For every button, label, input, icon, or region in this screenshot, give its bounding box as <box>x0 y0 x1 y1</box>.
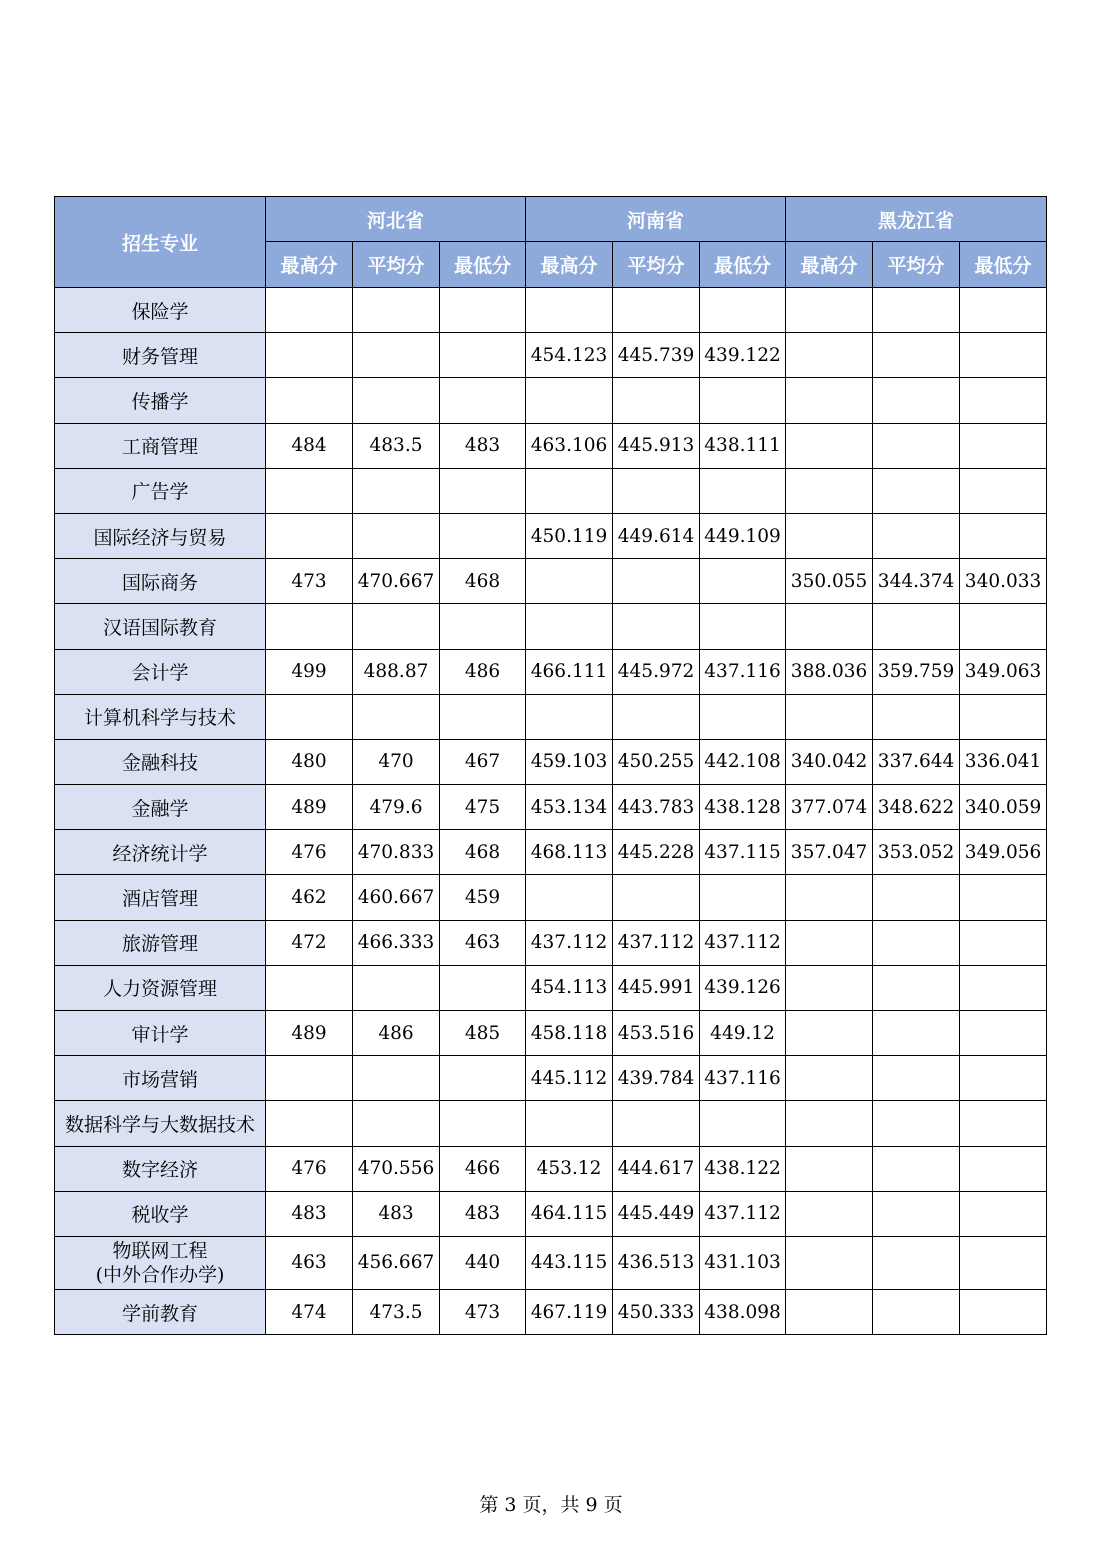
heilongjiang-avg-cell <box>873 1101 960 1146</box>
heilongjiang-min-cell <box>960 1146 1047 1191</box>
subheader-avg: 平均分 <box>353 242 440 288</box>
henan-min-cell <box>700 288 786 333</box>
heilongjiang-avg-cell <box>873 1289 960 1334</box>
hebei-max-cell <box>266 1101 353 1146</box>
table-row <box>55 513 1047 558</box>
heilongjiang-avg-cell: 353.052 <box>873 830 960 875</box>
hebei-avg-cell: 460.667 <box>353 875 440 920</box>
heilongjiang-avg-cell <box>873 1146 960 1191</box>
hebei-avg-cell: 483 <box>353 1191 440 1236</box>
hebei-max-cell: 499 <box>266 649 353 694</box>
henan-min-cell <box>700 875 786 920</box>
heilongjiang-min-cell: 340.059 <box>960 785 1047 830</box>
table-body <box>55 288 1047 1335</box>
subheader-avg: 平均分 <box>873 242 960 288</box>
hebei-avg-cell: 479.6 <box>353 785 440 830</box>
henan-max-cell <box>526 468 613 513</box>
henan-max-cell: 450.119 <box>526 513 613 558</box>
henan-min-cell: 438.122 <box>700 1146 786 1191</box>
hebei-avg-cell: 483.5 <box>353 423 440 468</box>
table-row <box>55 468 1047 513</box>
heilongjiang-max-cell <box>786 468 873 513</box>
hebei-max-cell: 476 <box>266 1146 353 1191</box>
heilongjiang-avg-cell <box>873 875 960 920</box>
table-row <box>55 378 1047 423</box>
hebei-avg-cell: 470.833 <box>353 830 440 875</box>
major-name: 会计学 <box>131 662 189 685</box>
heilongjiang-min-cell <box>960 1191 1047 1236</box>
hebei-min-cell: 440 <box>440 1236 526 1289</box>
major-name: 工商管理 <box>121 436 198 459</box>
major-cell <box>55 423 266 468</box>
henan-avg-cell <box>613 378 700 423</box>
hebei-max-cell <box>266 1056 353 1101</box>
henan-max-cell: 453.134 <box>526 785 613 830</box>
heilongjiang-avg-cell <box>873 333 960 378</box>
heilongjiang-min-cell <box>960 920 1047 965</box>
henan-avg-cell: 436.513 <box>613 1236 700 1289</box>
hebei-avg-cell <box>353 604 440 649</box>
hebei-min-cell <box>440 1056 526 1101</box>
heilongjiang-avg-cell <box>873 513 960 558</box>
table-row <box>55 830 1047 875</box>
henan-min-cell: 437.116 <box>700 1056 786 1101</box>
hebei-min-cell: 485 <box>440 1011 526 1056</box>
table-row <box>55 288 1047 333</box>
major-cell <box>55 830 266 875</box>
hebei-min-cell: 475 <box>440 785 526 830</box>
heilongjiang-max-cell <box>786 965 873 1010</box>
table-row <box>55 1236 1047 1289</box>
hebei-min-cell <box>440 604 526 649</box>
major-name: 酒店管理 <box>121 888 198 911</box>
hebei-max-cell: 473 <box>266 559 353 604</box>
hebei-max-cell <box>266 965 353 1010</box>
major-name: 计算机科学与技术 <box>83 707 236 730</box>
henan-avg-cell <box>613 694 700 739</box>
province-header-hebei: 河北省 <box>266 197 526 242</box>
henan-avg-cell: 450.333 <box>613 1289 700 1334</box>
heilongjiang-max-cell: 357.047 <box>786 830 873 875</box>
hebei-avg-cell: 470.667 <box>353 559 440 604</box>
table-row <box>55 785 1047 830</box>
major-name: 市场营销 <box>121 1068 198 1091</box>
province-header-henan: 河南省 <box>526 197 786 242</box>
major-cell <box>55 920 266 965</box>
heilongjiang-max-cell <box>786 1011 873 1056</box>
hebei-min-cell <box>440 965 526 1010</box>
henan-max-cell <box>526 288 613 333</box>
hebei-min-cell: 467 <box>440 739 526 784</box>
henan-max-cell: 467.119 <box>526 1289 613 1334</box>
hebei-avg-cell: 470 <box>353 739 440 784</box>
hebei-avg-cell: 488.87 <box>353 649 440 694</box>
henan-max-cell: 443.115 <box>526 1236 613 1289</box>
henan-avg-cell <box>613 559 700 604</box>
subheader-avg: 平均分 <box>613 242 700 288</box>
henan-avg-cell: 445.449 <box>613 1191 700 1236</box>
hebei-max-cell: 463 <box>266 1236 353 1289</box>
score-table <box>54 196 1047 1335</box>
henan-max-cell: 466.111 <box>526 649 613 694</box>
henan-max-cell <box>526 604 613 649</box>
major-cell <box>55 1056 266 1101</box>
major-name: 人力资源管理 <box>102 978 217 1001</box>
subheader-min: 最低分 <box>700 242 786 288</box>
hebei-min-cell: 463 <box>440 920 526 965</box>
hebei-min-cell <box>440 288 526 333</box>
heilongjiang-min-cell <box>960 875 1047 920</box>
heilongjiang-avg-cell <box>873 423 960 468</box>
major-cell <box>55 785 266 830</box>
table-row <box>55 1101 1047 1146</box>
major-cell <box>55 649 266 694</box>
major-cell <box>55 333 266 378</box>
major-cell <box>55 288 266 333</box>
major-cell <box>55 1011 266 1056</box>
hebei-max-cell <box>266 288 353 333</box>
hebei-max-cell: 462 <box>266 875 353 920</box>
hebei-min-cell: 473 <box>440 1289 526 1334</box>
hebei-avg-cell <box>353 468 440 513</box>
heilongjiang-avg-cell: 359.759 <box>873 649 960 694</box>
henan-max-cell <box>526 875 613 920</box>
hebei-max-cell: 480 <box>266 739 353 784</box>
hebei-min-cell <box>440 694 526 739</box>
hebei-max-cell <box>266 604 353 649</box>
henan-min-cell: 439.126 <box>700 965 786 1010</box>
table-row <box>55 559 1047 604</box>
table-row <box>55 1191 1047 1236</box>
heilongjiang-min-cell <box>960 468 1047 513</box>
subheader-max: 最高分 <box>266 242 353 288</box>
henan-avg-cell <box>613 604 700 649</box>
table-row <box>55 1011 1047 1056</box>
table-row <box>55 739 1047 784</box>
henan-min-cell: 437.115 <box>700 830 786 875</box>
heilongjiang-min-cell <box>960 1011 1047 1056</box>
heilongjiang-avg-cell: 337.644 <box>873 739 960 784</box>
henan-avg-cell: 449.614 <box>613 513 700 558</box>
heilongjiang-avg-cell <box>873 288 960 333</box>
hebei-min-cell: 466 <box>440 1146 526 1191</box>
major-cell <box>55 739 266 784</box>
henan-avg-cell: 453.516 <box>613 1011 700 1056</box>
subheader-min: 最低分 <box>440 242 526 288</box>
major-header: 招生专业 <box>55 197 266 288</box>
hebei-avg-cell <box>353 288 440 333</box>
henan-avg-cell: 445.739 <box>613 333 700 378</box>
henan-max-cell: 453.12 <box>526 1146 613 1191</box>
heilongjiang-max-cell: 350.055 <box>786 559 873 604</box>
hebei-avg-cell <box>353 333 440 378</box>
table-row <box>55 1146 1047 1191</box>
henan-avg-cell: 450.255 <box>613 739 700 784</box>
table-row <box>55 333 1047 378</box>
heilongjiang-max-cell <box>786 423 873 468</box>
henan-max-cell: 458.118 <box>526 1011 613 1056</box>
major-name: 学前教育 <box>121 1302 198 1325</box>
henan-min-cell: 438.111 <box>700 423 786 468</box>
henan-min-cell <box>700 559 786 604</box>
table-row <box>55 604 1047 649</box>
hebei-min-cell: 459 <box>440 875 526 920</box>
major-name: 国际经济与贸易 <box>93 526 227 549</box>
henan-avg-cell: 445.228 <box>613 830 700 875</box>
major-name: 汉语国际教育 <box>102 616 217 639</box>
henan-min-cell: 442.108 <box>700 739 786 784</box>
henan-max-cell <box>526 694 613 739</box>
page-number: 第 3 页，共 9 页 <box>479 1494 623 1516</box>
heilongjiang-avg-cell: 344.374 <box>873 559 960 604</box>
hebei-avg-cell <box>353 378 440 423</box>
hebei-max-cell: 489 <box>266 1011 353 1056</box>
hebei-max-cell: 476 <box>266 830 353 875</box>
henan-max-cell <box>526 559 613 604</box>
heilongjiang-avg-cell <box>873 1056 960 1101</box>
henan-avg-cell: 445.972 <box>613 649 700 694</box>
major-cell <box>55 965 266 1010</box>
heilongjiang-max-cell <box>786 875 873 920</box>
heilongjiang-max-cell <box>786 1289 873 1334</box>
major-cell <box>55 468 266 513</box>
hebei-max-cell: 484 <box>266 423 353 468</box>
table-row <box>55 1289 1047 1334</box>
heilongjiang-min-cell <box>960 333 1047 378</box>
heilongjiang-min-cell <box>960 378 1047 423</box>
henan-min-cell: 437.116 <box>700 649 786 694</box>
hebei-min-cell: 468 <box>440 830 526 875</box>
heilongjiang-min-cell: 349.056 <box>960 830 1047 875</box>
henan-min-cell <box>700 694 786 739</box>
table-row <box>55 965 1047 1010</box>
hebei-min-cell <box>440 378 526 423</box>
hebei-max-cell: 474 <box>266 1289 353 1334</box>
hebei-min-cell: 486 <box>440 649 526 694</box>
hebei-avg-cell <box>353 694 440 739</box>
heilongjiang-max-cell <box>786 1191 873 1236</box>
heilongjiang-max-cell: 388.036 <box>786 649 873 694</box>
heilongjiang-max-cell <box>786 333 873 378</box>
heilongjiang-avg-cell <box>873 1011 960 1056</box>
henan-min-cell: 438.128 <box>700 785 786 830</box>
major-name: 经济统计学 <box>112 842 208 865</box>
major-note: (中外合作办学) <box>95 1263 225 1286</box>
hebei-min-cell: 483 <box>440 1191 526 1236</box>
heilongjiang-max-cell <box>786 1056 873 1101</box>
major-cell <box>55 378 266 423</box>
henan-max-cell: 468.113 <box>526 830 613 875</box>
major-cell <box>55 1191 266 1236</box>
heilongjiang-min-cell <box>960 513 1047 558</box>
heilongjiang-max-cell: 340.042 <box>786 739 873 784</box>
henan-min-cell: 437.112 <box>700 1191 786 1236</box>
major-name: 保险学 <box>131 300 189 323</box>
henan-avg-cell <box>613 1101 700 1146</box>
major-name: 金融科技 <box>121 752 198 775</box>
heilongjiang-min-cell <box>960 694 1047 739</box>
heilongjiang-min-cell <box>960 1101 1047 1146</box>
heilongjiang-avg-cell <box>873 604 960 649</box>
henan-min-cell: 438.098 <box>700 1289 786 1334</box>
table-row <box>55 694 1047 739</box>
hebei-min-cell <box>440 513 526 558</box>
hebei-max-cell <box>266 378 353 423</box>
table-row <box>55 1056 1047 1101</box>
subheader-max: 最高分 <box>786 242 873 288</box>
henan-min-cell <box>700 1101 786 1146</box>
hebei-avg-cell: 473.5 <box>353 1289 440 1334</box>
henan-min-cell <box>700 378 786 423</box>
henan-min-cell: 439.122 <box>700 333 786 378</box>
heilongjiang-max-cell <box>786 604 873 649</box>
heilongjiang-min-cell: 336.041 <box>960 739 1047 784</box>
heilongjiang-min-cell <box>960 604 1047 649</box>
major-name: 物联网工程 <box>112 1239 208 1262</box>
major-name: 旅游管理 <box>121 933 198 956</box>
table-row <box>55 875 1047 920</box>
hebei-max-cell: 489 <box>266 785 353 830</box>
major-cell <box>55 1146 266 1191</box>
henan-max-cell: 437.112 <box>526 920 613 965</box>
hebei-max-cell <box>266 468 353 513</box>
heilongjiang-min-cell <box>960 423 1047 468</box>
heilongjiang-avg-cell <box>873 965 960 1010</box>
heilongjiang-min-cell <box>960 965 1047 1010</box>
henan-max-cell: 454.123 <box>526 333 613 378</box>
subheader-max: 最高分 <box>526 242 613 288</box>
henan-avg-cell: 439.784 <box>613 1056 700 1101</box>
major-cell <box>55 875 266 920</box>
hebei-min-cell <box>440 468 526 513</box>
henan-avg-cell: 445.913 <box>613 423 700 468</box>
major-name: 数据科学与大数据技术 <box>64 1113 255 1136</box>
henan-max-cell: 454.113 <box>526 965 613 1010</box>
henan-avg-cell: 437.112 <box>613 920 700 965</box>
heilongjiang-max-cell <box>786 513 873 558</box>
henan-avg-cell <box>613 468 700 513</box>
henan-min-cell: 437.112 <box>700 920 786 965</box>
heilongjiang-avg-cell <box>873 468 960 513</box>
heilongjiang-max-cell <box>786 1146 873 1191</box>
major-cell <box>55 559 266 604</box>
henan-max-cell <box>526 378 613 423</box>
major-cell <box>55 1236 266 1289</box>
heilongjiang-max-cell: 377.074 <box>786 785 873 830</box>
subheader-min: 最低分 <box>960 242 1047 288</box>
hebei-min-cell: 483 <box>440 423 526 468</box>
table-header <box>55 197 1047 288</box>
heilongjiang-avg-cell <box>873 1191 960 1236</box>
hebei-avg-cell: 466.333 <box>353 920 440 965</box>
heilongjiang-max-cell <box>786 288 873 333</box>
henan-max-cell: 464.115 <box>526 1191 613 1236</box>
henan-max-cell <box>526 1101 613 1146</box>
major-name: 传播学 <box>131 390 189 413</box>
henan-avg-cell: 443.783 <box>613 785 700 830</box>
major-name: 国际商务 <box>121 571 198 594</box>
major-name: 数字经济 <box>121 1159 198 1182</box>
heilongjiang-avg-cell <box>873 378 960 423</box>
hebei-avg-cell <box>353 1101 440 1146</box>
hebei-max-cell: 472 <box>266 920 353 965</box>
heilongjiang-min-cell: 349.063 <box>960 649 1047 694</box>
henan-min-cell: 431.103 <box>700 1236 786 1289</box>
henan-min-cell: 449.109 <box>700 513 786 558</box>
heilongjiang-avg-cell <box>873 694 960 739</box>
hebei-max-cell <box>266 333 353 378</box>
henan-avg-cell <box>613 288 700 333</box>
major-name: 审计学 <box>131 1023 189 1046</box>
heilongjiang-max-cell <box>786 694 873 739</box>
hebei-avg-cell <box>353 1056 440 1101</box>
major-cell <box>55 604 266 649</box>
heilongjiang-min-cell <box>960 1056 1047 1101</box>
table-row <box>55 649 1047 694</box>
major-name: 财务管理 <box>121 345 198 368</box>
heilongjiang-avg-cell: 348.622 <box>873 785 960 830</box>
table-row <box>55 920 1047 965</box>
henan-avg-cell: 445.991 <box>613 965 700 1010</box>
hebei-max-cell <box>266 513 353 558</box>
henan-avg-cell <box>613 875 700 920</box>
henan-max-cell: 459.103 <box>526 739 613 784</box>
henan-max-cell: 463.106 <box>526 423 613 468</box>
major-cell <box>55 1101 266 1146</box>
heilongjiang-max-cell <box>786 378 873 423</box>
major-name: 广告学 <box>131 481 189 504</box>
heilongjiang-min-cell <box>960 1236 1047 1289</box>
hebei-max-cell <box>266 694 353 739</box>
major-cell <box>55 1289 266 1334</box>
hebei-avg-cell: 470.556 <box>353 1146 440 1191</box>
henan-avg-cell: 444.617 <box>613 1146 700 1191</box>
heilongjiang-min-cell <box>960 1289 1047 1334</box>
hebei-max-cell: 483 <box>266 1191 353 1236</box>
hebei-avg-cell: 456.667 <box>353 1236 440 1289</box>
table-row <box>55 423 1047 468</box>
heilongjiang-min-cell: 340.033 <box>960 559 1047 604</box>
major-cell <box>55 513 266 558</box>
heilongjiang-max-cell <box>786 920 873 965</box>
hebei-min-cell <box>440 333 526 378</box>
major-cell <box>55 694 266 739</box>
heilongjiang-max-cell <box>786 1236 873 1289</box>
heilongjiang-avg-cell <box>873 920 960 965</box>
hebei-avg-cell: 486 <box>353 1011 440 1056</box>
henan-min-cell <box>700 468 786 513</box>
heilongjiang-avg-cell <box>873 1236 960 1289</box>
hebei-avg-cell <box>353 513 440 558</box>
henan-min-cell: 449.12 <box>700 1011 786 1056</box>
province-header-heilongjiang: 黑龙江省 <box>786 197 1047 242</box>
henan-max-cell: 445.112 <box>526 1056 613 1101</box>
major-name: 税收学 <box>131 1204 189 1227</box>
major-name: 金融学 <box>131 797 189 820</box>
henan-min-cell <box>700 604 786 649</box>
hebei-min-cell <box>440 1101 526 1146</box>
heilongjiang-min-cell <box>960 288 1047 333</box>
heilongjiang-max-cell <box>786 1101 873 1146</box>
hebei-min-cell: 468 <box>440 559 526 604</box>
hebei-avg-cell <box>353 965 440 1010</box>
